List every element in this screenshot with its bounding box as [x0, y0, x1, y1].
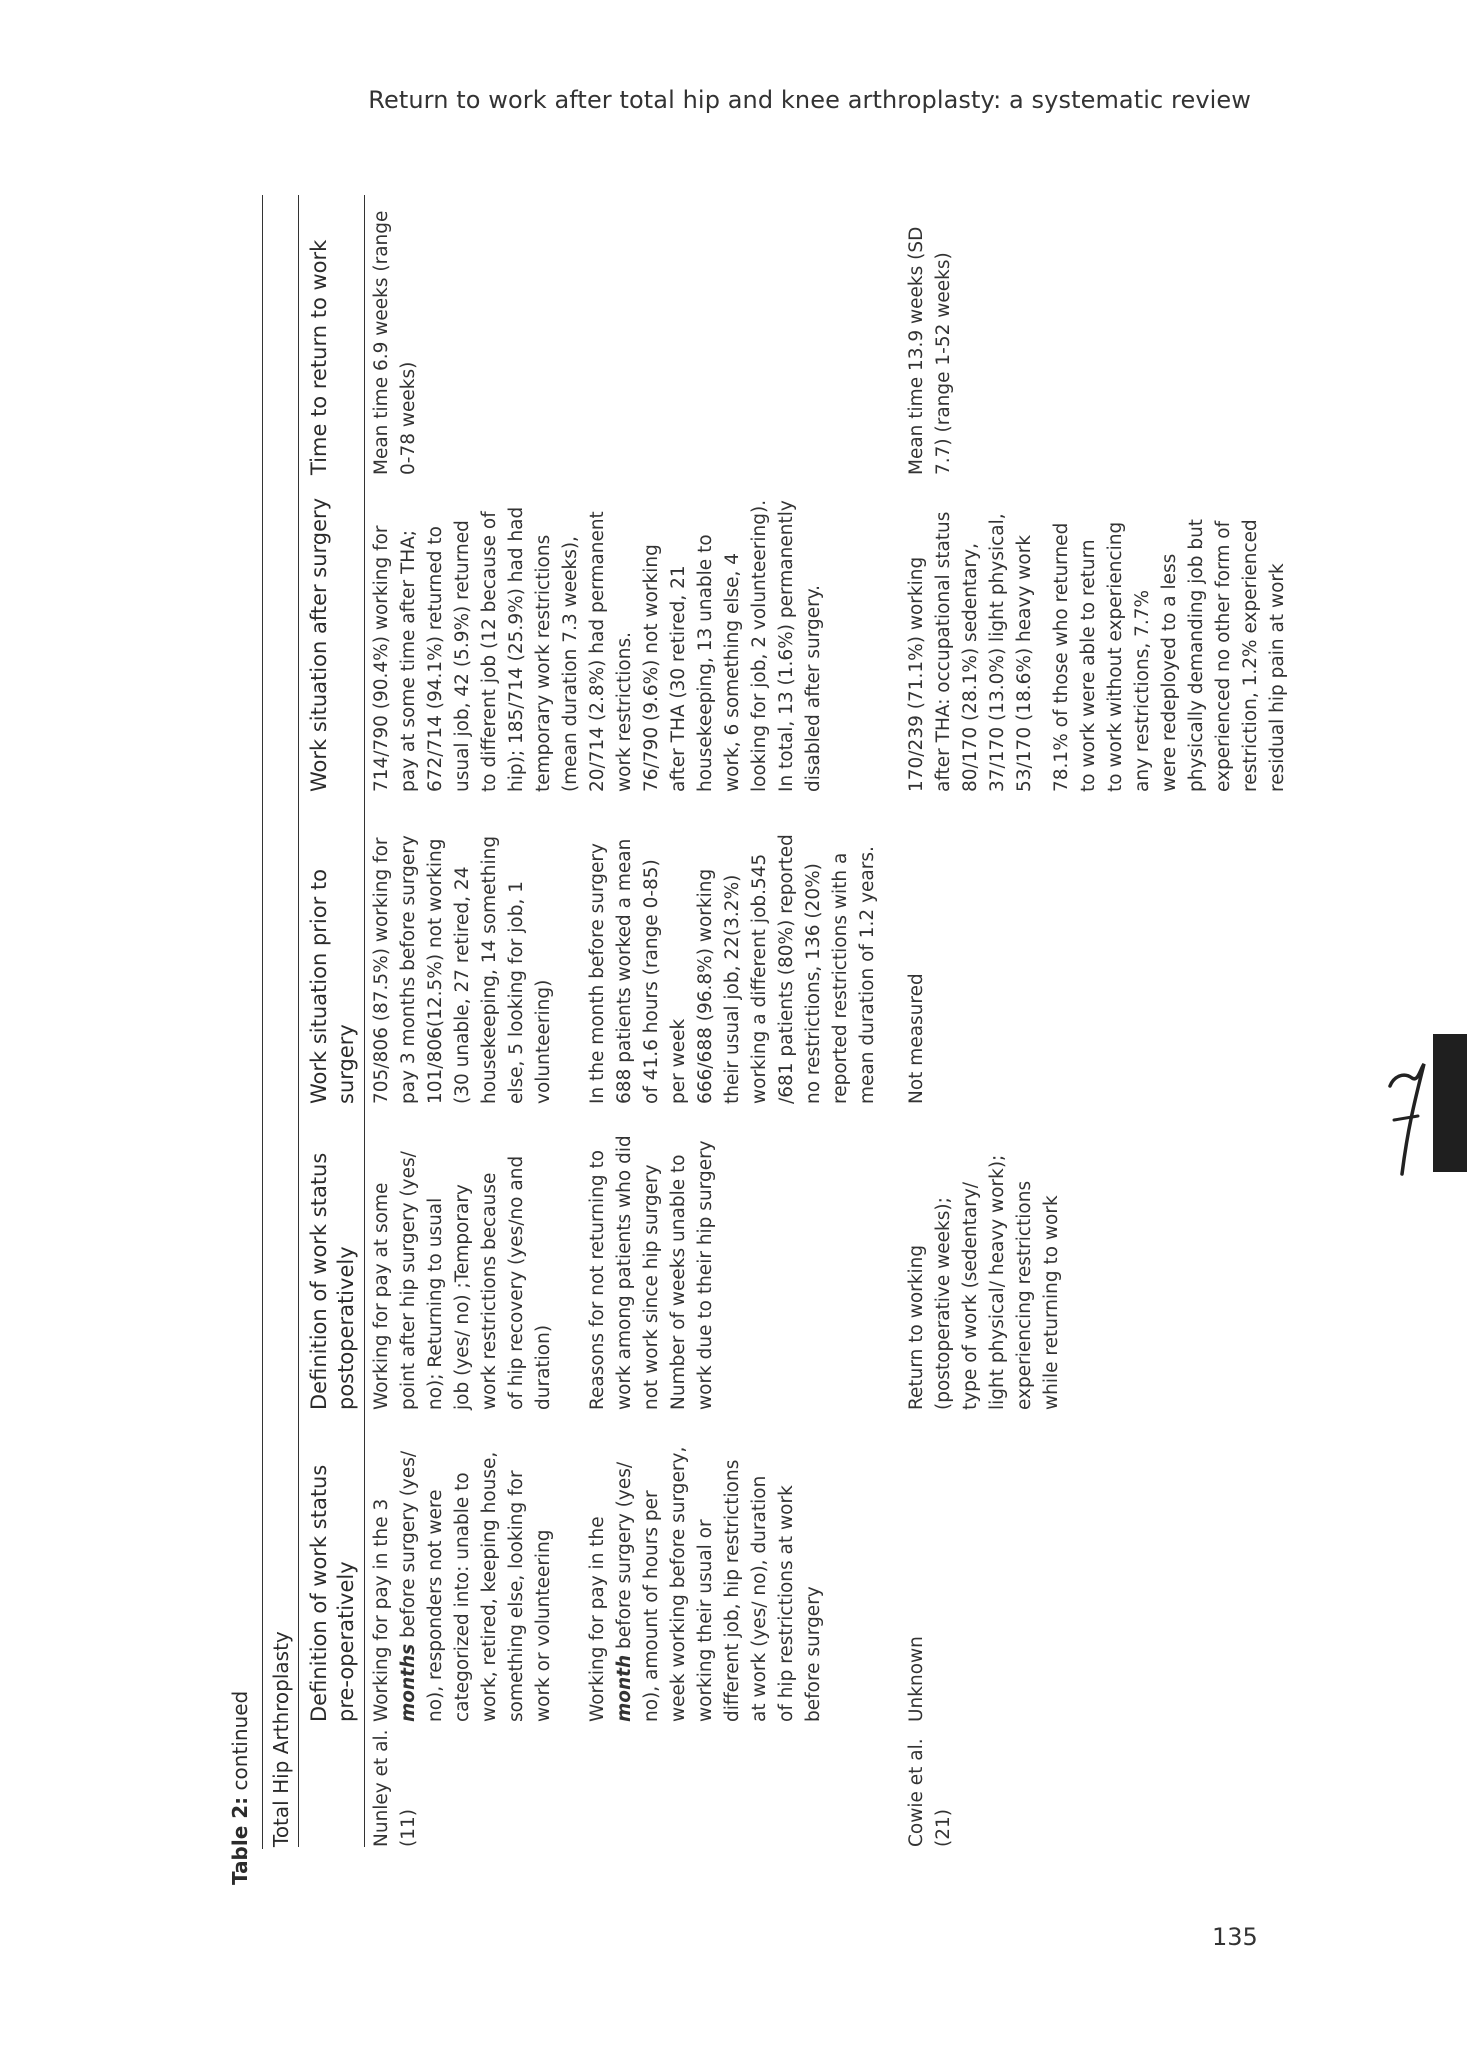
running-head: Return to work after total hip and knee arthroplasty: a systematic review [368, 86, 1251, 114]
cowie-post-op: Return to working (postoperative weeks); type of work (sedentary/ light physical/ heavy work); experiencing restrictions while returning to work [906, 1154, 1062, 1410]
caption-text: continued [228, 1690, 252, 1797]
nunley-after-a: 714/790 (90.4%) working for pay at some time after THA; 672/714 (94.1%) returned to usual job, 42 (5.9%) returned to different job (12 because of hip); 185/714 (25.9%) had had temporary work restrictions (mean duration 7.3 weeks), 20/714 (2.8%) had permanent work restrictions. [371, 506, 635, 792]
header-prior-surgery: Work situation prior to surgery [307, 869, 358, 1104]
study-cowie: Cowie et al. (21) [906, 1738, 954, 1847]
nunley-after-b: 76/790 (9.6%) not working after THA (30 retired, 21 housekeeping, 13 unable to work, 6 something else, 4 looking for job, 2 volunteering). In total, 13 (1.6%) permanently disabled after surgery. [641, 499, 824, 792]
header-post-op: Definition of work status postoperatively [307, 1152, 358, 1410]
cowie-pre-op: Unknown [906, 1636, 927, 1722]
caption-label: Table 2: [228, 1796, 252, 1885]
header-after-surgery: Work situation after surgery [307, 497, 331, 792]
nunley-post-op-b: Reasons for not returning to work among patients who did not work since hip surgery Number of weeks unable to work due to their hip surgery [587, 1135, 716, 1410]
nunley-pre-op-a: Working for pay in the 3 months before surgery (yes/ no), responders not were categorized into: unable to work, retired, keeping house, something else, looking for work or volunteering [371, 1450, 554, 1722]
nunley-time: Mean time 6.9 weeks (range 0-78 weeks) [371, 210, 419, 475]
cowie-prior: Not measured [906, 973, 927, 1104]
rotated-table [228, 195, 1388, 1885]
study-nunley: Nunley et al. (11) [371, 1729, 419, 1847]
header-time-to-return: Time to return to work [307, 239, 331, 475]
top-rule [262, 195, 263, 1849]
cowie-time: Mean time 13.9 weeks (SD 7.7) (range 1-52 weeks) [906, 226, 954, 475]
header-rule [364, 195, 365, 1847]
nunley-pre-op-b: Working for pay in the month before surgery (yes/ no), amount of hours per week working before surgery, working their usual or different job, hip restrictions at work (yes/ no), duration of hip restrictions at work before surgery [587, 1446, 824, 1722]
header-pre-op: Definition of work status pre-operatively [307, 1464, 358, 1722]
table-caption [228, 1691, 252, 1885]
nunley-prior-a: 705/806 (87.5%) working for pay 3 months before surgery 101/806(12.5%) not working (30 unable, 27 retired, 24 housekeeping, 14 something else, 5 looking for job, 1 volunteering) [371, 835, 554, 1104]
nunley-prior-b: In the month before surgery 688 patients worked a mean of 41.6 hours (range 0-85) per week 666/688 (96.8%) working their usual job, 22(3.2%) working a different job.545 /681 patients (80%) reported no restrictions, 136 (20%) reported restrictions with a mean duration of 1.2 years. [587, 834, 878, 1104]
section-title: Total Hip Arthroplasty [269, 1631, 293, 1847]
page-number: 135 [1212, 1923, 1258, 1951]
chapter-number-glyph [1386, 1056, 1428, 1180]
cowie-after-b: 78.1% of those who returned to work were able to return to work without experiencing any restrictions, 7.7% were redeployed to a less physically demanding job but experienced no other form of restriction, 1.2% experienced residual hip pain at work [1051, 518, 1288, 792]
nunley-post-op-a: Working for pay at some point after hip surgery (yes/ no); Returning to usual job (yes/ no) ;Temporary work restrictions because of hip recovery (yes/no and duration) [371, 1151, 554, 1410]
section-rule [298, 195, 299, 1847]
chapter-tab [1433, 1034, 1467, 1172]
cowie-after-a: 170/239 (71.1%) working after THA: occupational status 80/170 (28.1%) sedentary, 37/170 (13.0%) light physical, 53/170 (18.6%) heavy work [906, 511, 1035, 792]
